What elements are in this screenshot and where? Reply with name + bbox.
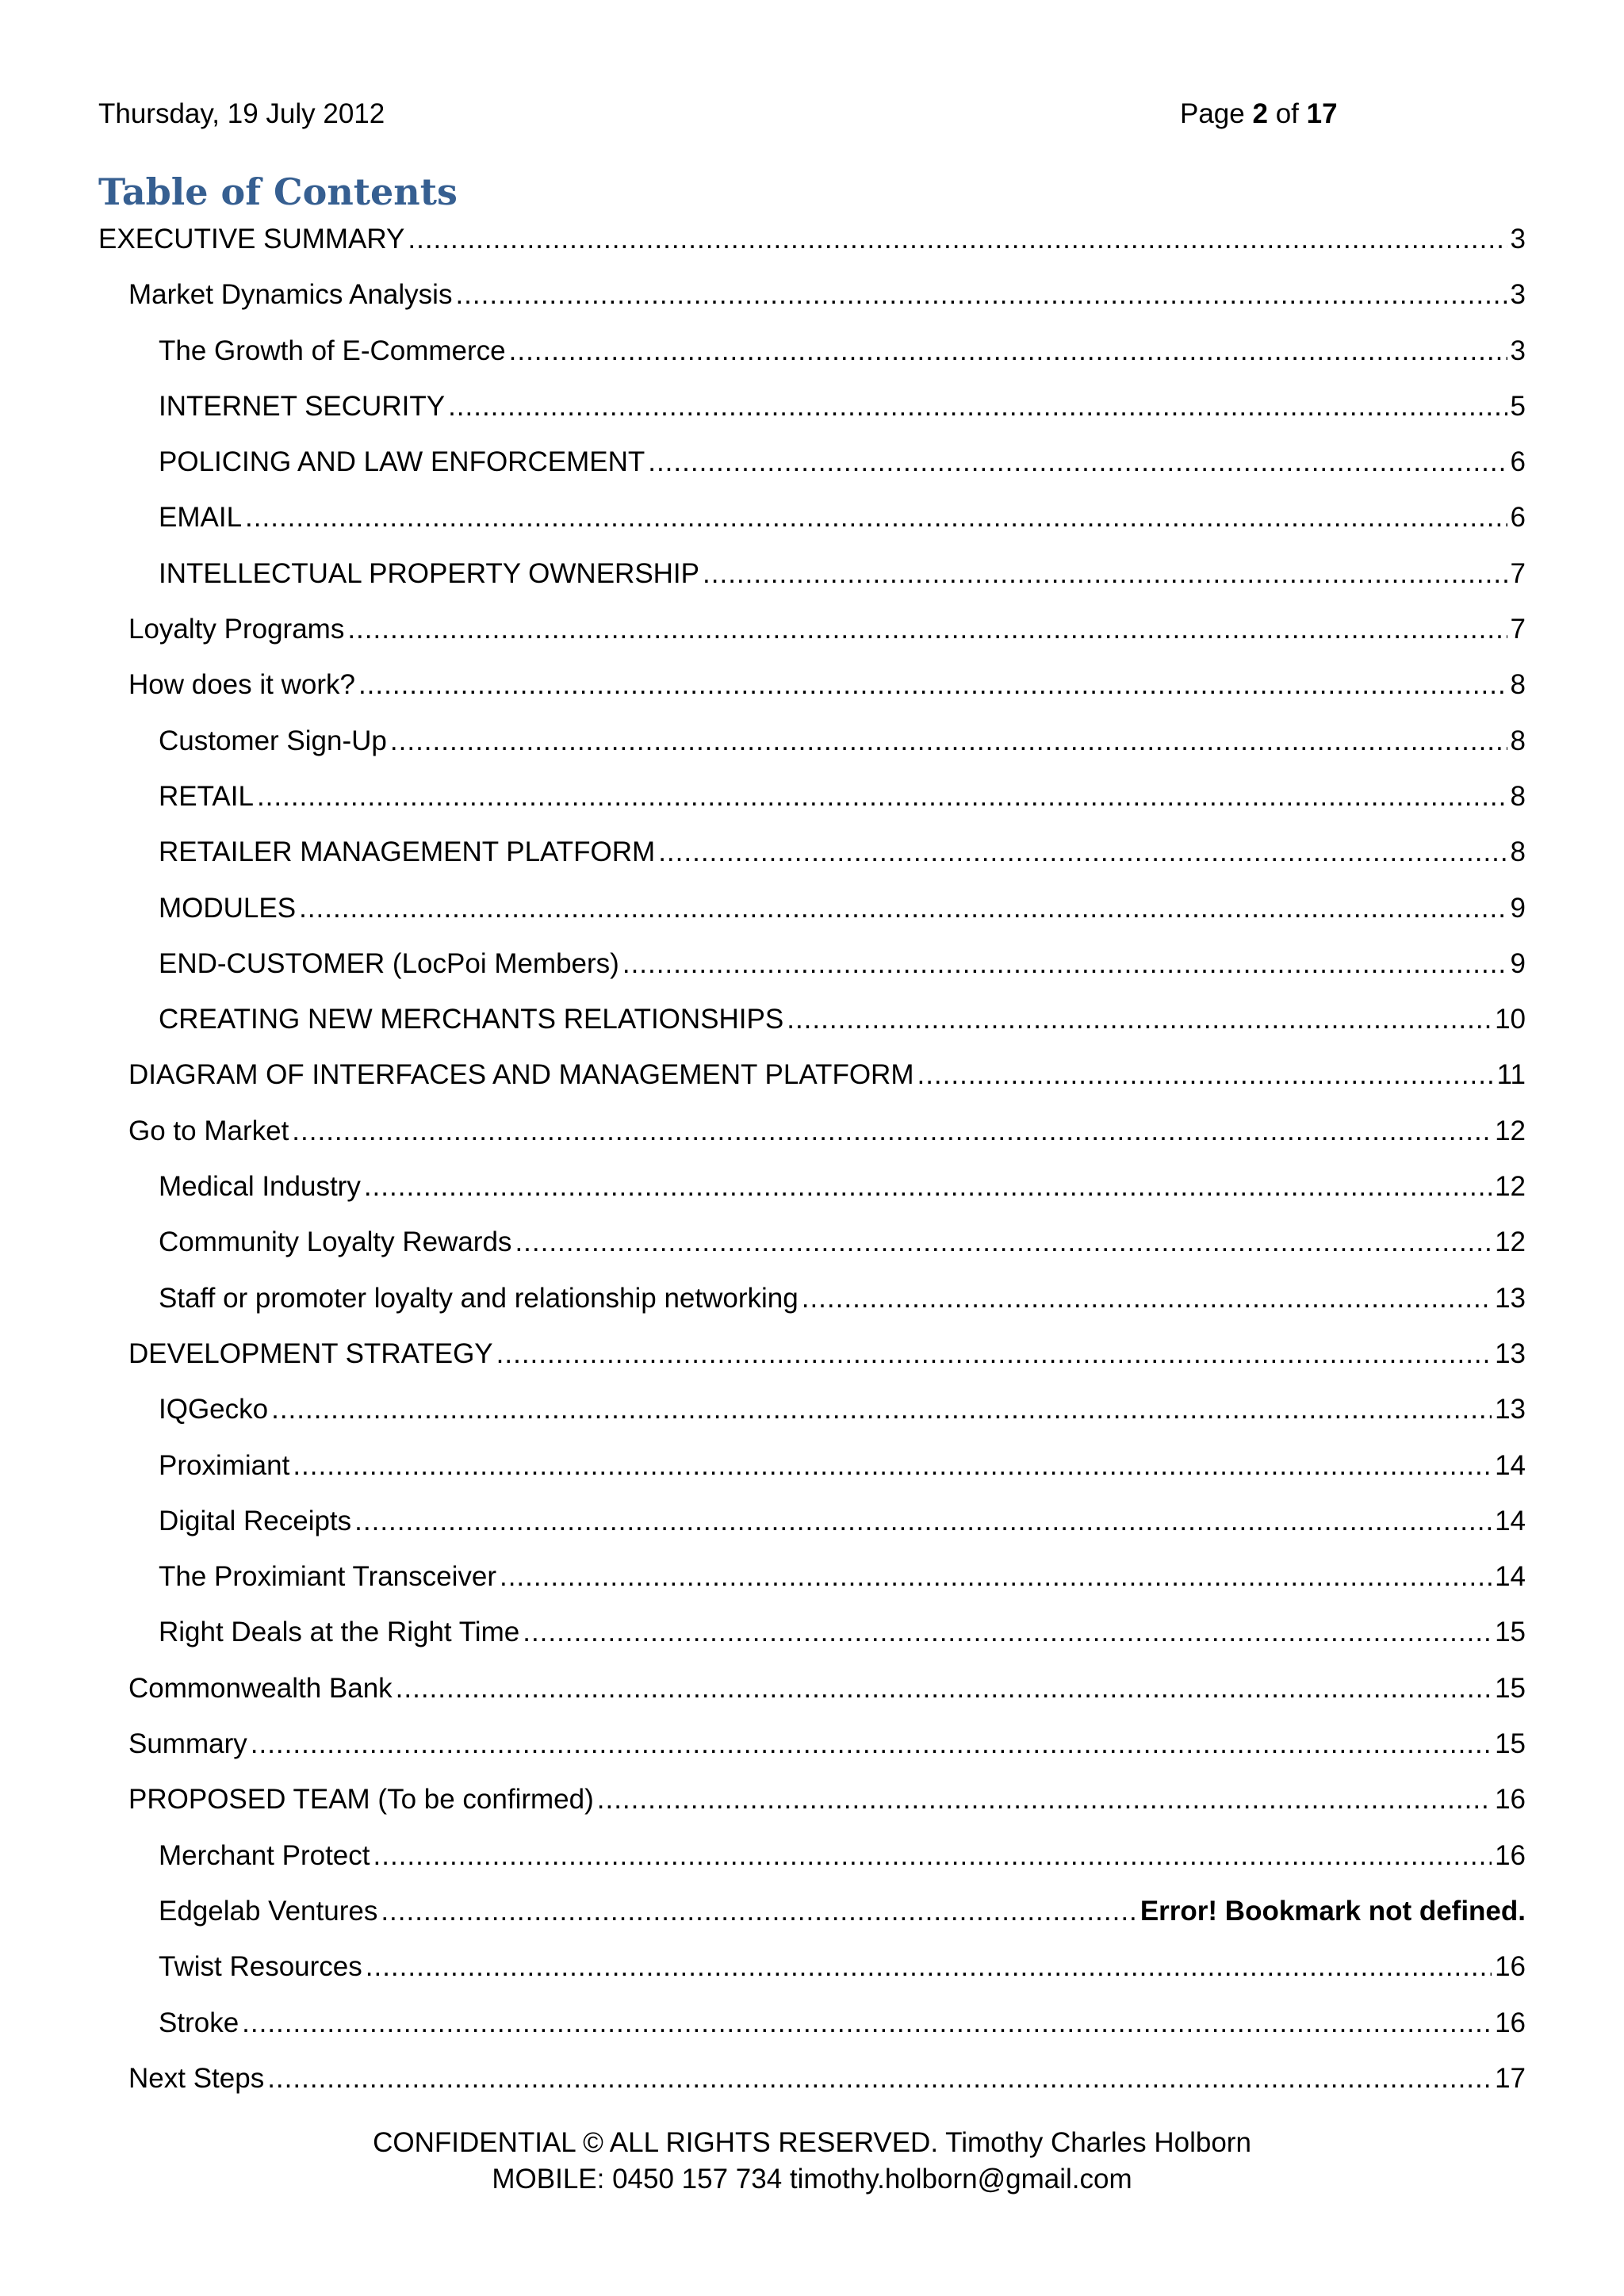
toc-entry[interactable]: [98, 1335, 1526, 1391]
toc-entry[interactable]: [98, 833, 1526, 889]
toc-entry-page: 3: [1510, 279, 1526, 311]
toc-dot-leader: [293, 1447, 1492, 1485]
toc-dot-leader: [455, 276, 1507, 314]
toc-entry-label: Merchant Protect: [159, 1839, 370, 1871]
toc-dot-leader: [622, 945, 1507, 983]
toc-dot-leader: [299, 890, 1507, 928]
toc-dot-leader: [271, 1391, 1492, 1429]
toc-entry-label: The Growth of E-Commerce: [159, 335, 506, 366]
page-prefix: Page: [1180, 98, 1245, 129]
toc-entry-page: 16: [1495, 1784, 1526, 1816]
toc-dot-leader: [787, 1001, 1492, 1039]
header-date: Thursday, 19 July 2012: [98, 98, 385, 129]
toc-entry-label: PROPOSED TEAM (To be confirmed): [128, 1784, 594, 1816]
toc-entry[interactable]: [98, 722, 1526, 778]
page-of: of: [1275, 98, 1299, 129]
toc-entry[interactable]: [98, 1670, 1526, 1725]
toc-entry[interactable]: [98, 1725, 1526, 1781]
toc-entry[interactable]: [98, 778, 1526, 833]
toc-dot-leader: [658, 833, 1507, 871]
toc-dot-leader: [366, 1948, 1492, 1986]
toc-dot-leader: [373, 1837, 1492, 1875]
toc-entry-label: Market Dynamics Analysis: [128, 279, 453, 311]
toc-dot-leader: [802, 1280, 1492, 1318]
toc-entry[interactable]: [98, 890, 1526, 945]
toc-entry[interactable]: [98, 443, 1526, 499]
toc-entry-label: Community Loyalty Rewards: [159, 1226, 512, 1258]
toc-entry[interactable]: [98, 1168, 1526, 1223]
toc-entry[interactable]: [98, 388, 1526, 443]
toc-entry-page: 9: [1510, 947, 1526, 979]
toc-entry-label: Stroke: [159, 2007, 239, 2038]
toc-entry-label: INTELLECTUAL PROPERTY OWNERSHIP: [159, 557, 700, 589]
toc-entry-page: Error! Bookmark not defined.: [1139, 1895, 1526, 1927]
toc-dot-leader: [703, 555, 1507, 593]
toc-entry-page: 5: [1510, 390, 1526, 422]
toc-entry-label: Go to Market: [128, 1115, 289, 1146]
toc-entry-page: 12: [1495, 1115, 1526, 1146]
toc-entry-page: 8: [1510, 780, 1526, 812]
toc-entry[interactable]: [98, 1223, 1526, 1279]
toc-dot-leader: [515, 1223, 1492, 1261]
toc-dot-leader: [292, 1112, 1492, 1150]
toc-entry[interactable]: [98, 1391, 1526, 1446]
toc-entry-page: 8: [1510, 836, 1526, 868]
toc-entry-page: 7: [1510, 614, 1526, 645]
toc-dot-leader: [245, 499, 1507, 537]
toc-entry-page: 9: [1510, 892, 1526, 924]
toc-dot-leader: [257, 778, 1507, 816]
toc-dot-leader: [390, 722, 1507, 760]
toc-entry-page: 14: [1495, 1561, 1526, 1593]
toc-entry[interactable]: [98, 1447, 1526, 1502]
toc-entry-label: RETAIL: [159, 780, 254, 812]
toc-entry-label: Commonwealth Bank: [128, 1672, 393, 1704]
toc-entry-page: 8: [1510, 725, 1526, 756]
toc-dot-leader: [358, 666, 1507, 704]
toc-entry-page: 13: [1495, 1282, 1526, 1314]
toc-dot-leader: [242, 2004, 1492, 2042]
toc-entry-page: 10: [1495, 1004, 1526, 1035]
toc-entry-label: The Proximiant Transceiver: [159, 1561, 496, 1593]
toc-entry-label: Loyalty Programs: [128, 614, 345, 645]
header-page-number: [1180, 95, 1338, 133]
toc-dot-leader: [354, 1502, 1492, 1540]
toc-dot-leader: [396, 1670, 1492, 1708]
toc-entry[interactable]: [98, 2060, 1526, 2115]
toc-entry-label: Right Deals at the Right Time: [159, 1617, 520, 1648]
toc-dot-leader: [496, 1335, 1492, 1373]
toc-entry[interactable]: [98, 1948, 1526, 2003]
toc-dot-leader: [509, 332, 1507, 370]
toc-entry-page: 15: [1495, 1672, 1526, 1704]
toc-entry-page: 15: [1495, 1617, 1526, 1648]
toc-entry[interactable]: [98, 1001, 1526, 1056]
toc-entry[interactable]: [98, 2004, 1526, 2060]
toc-entry-label: Proximiant: [159, 1449, 290, 1481]
toc-entry-page: 6: [1510, 446, 1526, 478]
toc-entry-page: 6: [1510, 502, 1526, 534]
toc-dot-leader: [364, 1168, 1492, 1206]
toc-entry-page: 13: [1495, 1394, 1526, 1425]
toc-entry[interactable]: [98, 1056, 1526, 1112]
toc-entry[interactable]: [98, 1613, 1526, 1669]
toc-entry-page: 17: [1495, 2062, 1526, 2094]
toc-entry-page: 3: [1510, 224, 1526, 254]
toc-entry[interactable]: [98, 1558, 1526, 1613]
toc-entry-label: How does it work?: [128, 669, 355, 701]
toc-entry-label: Staff or promoter loyalty and relationship networking: [159, 1282, 799, 1314]
page-total: 17: [1306, 98, 1338, 129]
toc-dot-leader: [251, 1725, 1492, 1763]
toc-entry[interactable]: [98, 499, 1526, 554]
toc-entry[interactable]: [98, 1280, 1526, 1335]
toc-entry-label: INTERNET SECURITY: [159, 390, 446, 422]
toc-dot-leader: [408, 220, 1507, 258]
toc-title: Table of Contents: [98, 170, 458, 213]
toc-entry[interactable]: [98, 1837, 1526, 1892]
toc-entry-label: Customer Sign-Up: [159, 725, 387, 756]
toc-entry-page: 12: [1495, 1171, 1526, 1203]
toc-entry-label: Digital Receipts: [159, 1505, 352, 1536]
toc-entry-label: DEVELOPMENT STRATEGY: [128, 1337, 493, 1369]
toc-entry-label: Summary: [128, 1728, 247, 1760]
toc-entry[interactable]: [98, 1502, 1526, 1558]
toc-entry-label: EXECUTIVE SUMMARY: [98, 224, 405, 254]
toc-entry-page: 16: [1495, 1951, 1526, 1983]
toc-entry[interactable]: [98, 555, 1526, 610]
toc-entry-label: DIAGRAM OF INTERFACES AND MANAGEMENT PLATFORM: [128, 1059, 914, 1091]
toc-entry-label: CREATING NEW MERCHANTS RELATIONSHIPS: [159, 1004, 784, 1035]
toc-dot-leader: [448, 388, 1507, 426]
toc-dot-leader: [500, 1558, 1492, 1596]
toc-entry-label: EMAIL: [159, 502, 243, 534]
toc-entry-label: MODULES: [159, 892, 297, 924]
toc-entry-page: 3: [1510, 335, 1526, 366]
toc-entry-label: END-CUSTOMER (LocPoi Members): [159, 947, 619, 979]
toc-entry-page: 11: [1496, 1059, 1526, 1091]
toc-entry[interactable]: [98, 945, 1526, 1001]
toc-entry-page: 12: [1495, 1226, 1526, 1258]
toc-entry[interactable]: [98, 610, 1526, 666]
footer-confidential: CONFIDENTIAL © ALL RIGHTS RESERVED. Timothy Charles Holborn: [373, 2127, 1251, 2158]
toc-entry-page: 14: [1495, 1449, 1526, 1481]
toc-dot-leader: [648, 443, 1507, 481]
toc-entry-page: 14: [1495, 1505, 1526, 1536]
toc-dot-leader: [917, 1056, 1493, 1094]
toc-dot-leader: [381, 1892, 1137, 1931]
toc-entry[interactable]: [98, 1781, 1526, 1836]
toc-entry-label: Medical Industry: [159, 1171, 361, 1203]
page-current: 2: [1252, 98, 1268, 129]
toc-entry[interactable]: [98, 332, 1526, 388]
toc-entry-page: 15: [1495, 1728, 1526, 1760]
toc-entry-page: 16: [1495, 2007, 1526, 2038]
toc-entry[interactable]: [98, 1112, 1526, 1168]
toc-entry-label: Twist Resources: [159, 1951, 362, 1983]
toc-dot-leader: [347, 610, 1507, 649]
footer: [0, 2125, 1624, 2198]
toc-entry-page: 7: [1510, 557, 1526, 589]
toc-entry-label: Next Steps: [128, 2062, 265, 2094]
toc-entry[interactable]: [98, 1892, 1526, 1948]
toc-dot-leader: [597, 1781, 1492, 1819]
toc-entry-page: 16: [1495, 1839, 1526, 1871]
footer-contact: MOBILE: 0450 157 734 timothy.holborn@gmail.com: [492, 2164, 1132, 2195]
toc-dot-leader: [267, 2060, 1492, 2098]
toc-entry[interactable]: [98, 220, 1526, 276]
toc-entry-page: 8: [1510, 669, 1526, 701]
table-of-contents: [98, 220, 1526, 2115]
toc-entry-page: 13: [1495, 1337, 1526, 1369]
toc-entry-label: Edgelab Ventures: [159, 1895, 378, 1927]
toc-entry-label: RETAILER MANAGEMENT PLATFORM: [159, 836, 656, 868]
toc-entry[interactable]: [98, 276, 1526, 331]
toc-dot-leader: [523, 1613, 1492, 1651]
toc-entry[interactable]: [98, 666, 1526, 721]
toc-entry-label: IQGecko: [159, 1394, 269, 1425]
toc-entry-label: POLICING AND LAW ENFORCEMENT: [159, 446, 645, 478]
